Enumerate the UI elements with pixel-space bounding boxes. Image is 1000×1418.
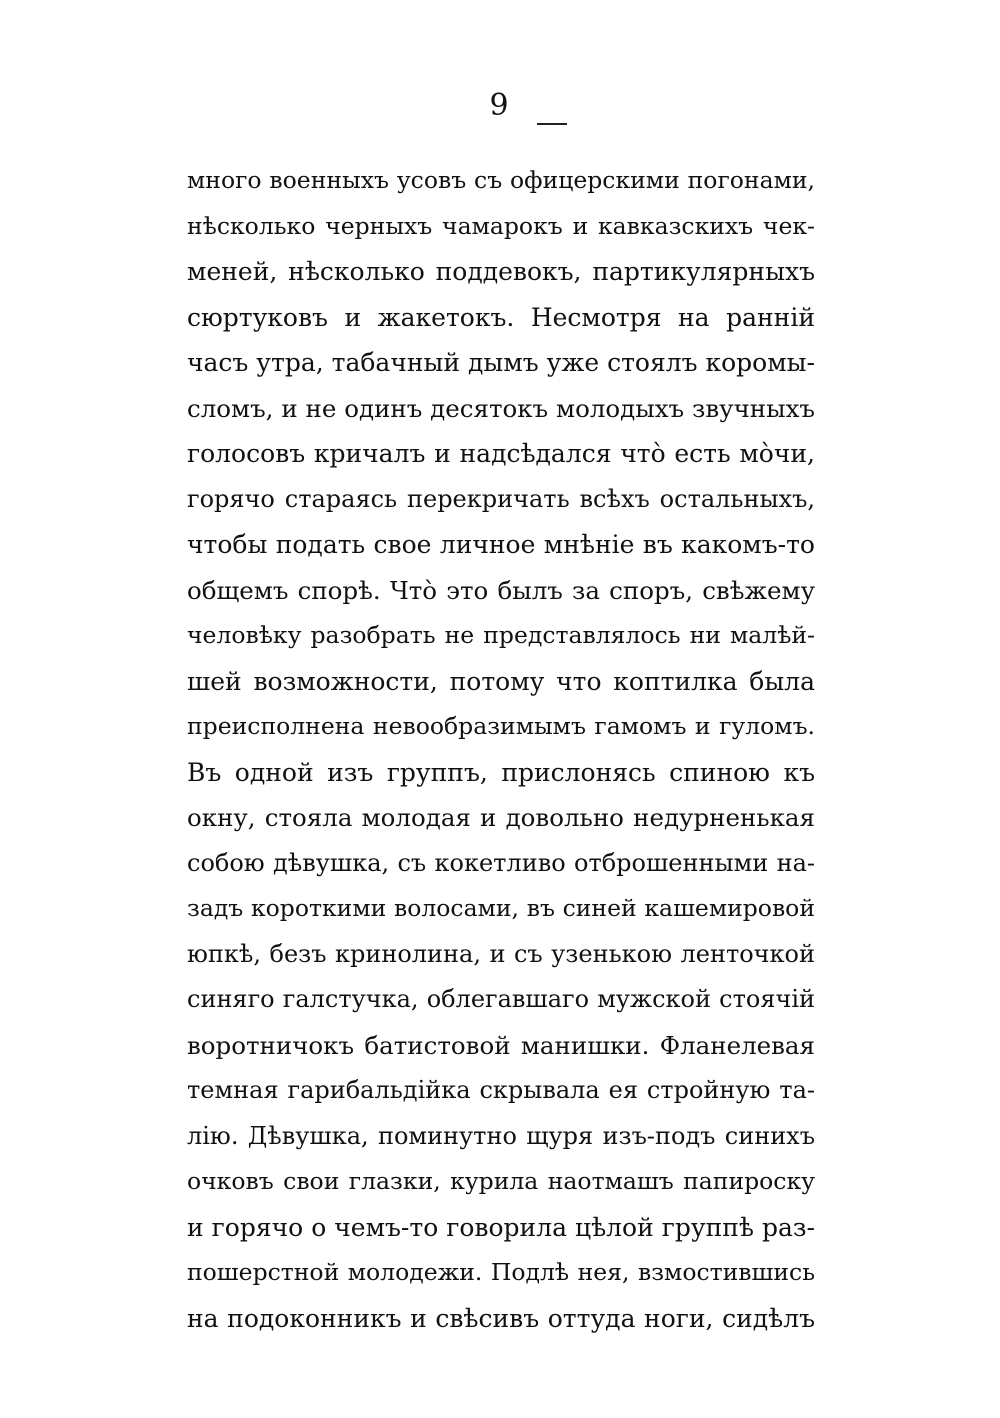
text-line: голосовъ кричалъ и надсѣдался что̀ есть мо̀чи, — [187, 439, 815, 468]
text-line: нѣсколько черныхъ чамарокъ и кавказскихъ чек- — [187, 211, 815, 240]
text-line: сломъ, и не одинъ десятокъ молодыхъ звучныхъ — [187, 393, 815, 423]
text-line: горячо стараясь перекричать всѣхъ остальныхъ, — [187, 484, 815, 513]
text-line: пошерстной молодежи. Подлѣ нея, взмостившись — [187, 1258, 815, 1286]
text-line: Въ одной изъ группъ, прислонясь спиною къ — [187, 757, 815, 787]
text-line: общемъ спорѣ. Что̀ это былъ за споръ, свѣжему — [187, 575, 815, 605]
text-line: лію. Дѣвушка, поминутно щуря изъ-подъ синихъ — [187, 1121, 815, 1150]
text-line: задъ короткими волосами, въ синей кашемировой — [187, 894, 815, 922]
text-line: на подоконникъ и свѣсивъ оттуда ноги, сидѣлъ — [187, 1303, 815, 1333]
text-line: темная гарибальдійка скрывала ея стройную та- — [187, 1076, 815, 1104]
text-line: преисполнена невообразимымъ гамомъ и гуломъ. — [187, 712, 815, 740]
text-line: синяго галстучка, облегавшаго мужской стоячій — [187, 985, 815, 1013]
text-line: окну, стояла молодая и довольно недурненькая — [187, 803, 815, 832]
text-line: юпкѣ, безъ кринолина, и съ узенькою ленточкой — [187, 939, 815, 968]
text-line: часъ утра, табачный дымъ уже стоялъ коромы- — [187, 348, 815, 377]
text-line: сюртуковъ и жакетокъ. Несмотря на ранній — [187, 302, 815, 332]
text-line: человѣку разобрать не представлялось ни малѣй- — [187, 621, 815, 649]
page-number: 9 — [489, 88, 511, 123]
text-line: меней, нѣсколько поддевокъ, партикулярныхъ — [187, 257, 815, 286]
body-text — [187, 158, 815, 1341]
text-line: чтобы подать свое личное мнѣніе въ какомъ-то — [187, 530, 815, 559]
text-line: шей возможности, потому что коптилка была — [187, 666, 815, 696]
header-rule — [537, 123, 567, 125]
text-line: много военныхъ усовъ съ офицерскими погонами, — [187, 166, 815, 194]
text-line: и горячо о чемъ-то говорила цѣлой группѣ раз- — [187, 1212, 815, 1242]
text-line: воротничокъ батистовой манишки. Фланелевая — [187, 1030, 815, 1060]
text-line: очковъ свои глазки, курила наотмашъ папироску — [187, 1167, 815, 1195]
text-line: собою дѣвушка, съ кокетливо отброшенными на- — [187, 848, 815, 877]
